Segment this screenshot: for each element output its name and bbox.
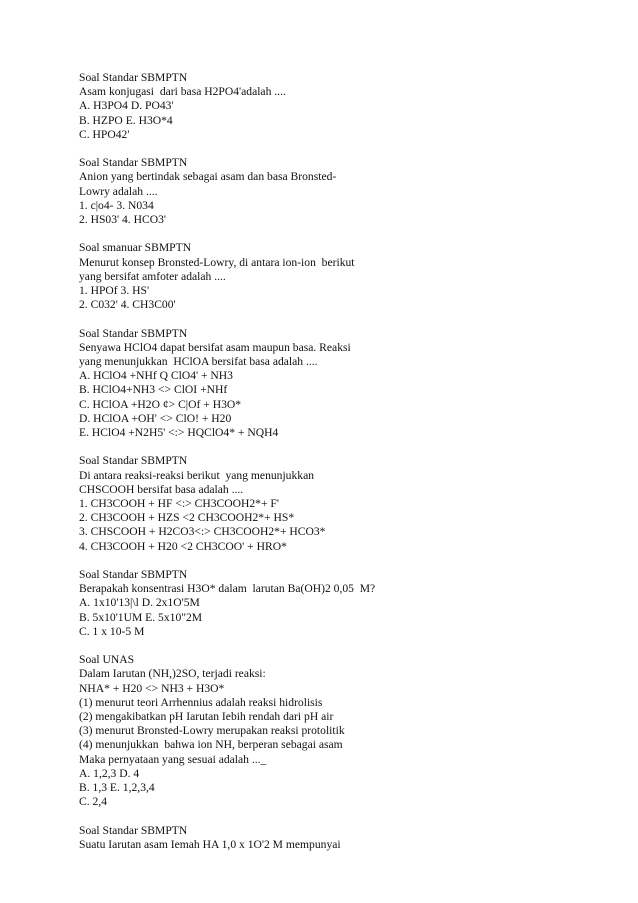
statement-item: (1) menurut teori Arrhennius adalah reaksi hidrolisis — [79, 695, 323, 709]
answer-option: C. 1 x 10-5 M — [79, 624, 145, 638]
question-block — [79, 327, 599, 441]
question-block — [79, 824, 599, 852]
answer-option: C. HPO42' — [79, 127, 130, 141]
question-text: Senyawa HClO4 dapat bersifat asam maupun basa. Reaksi — [79, 340, 351, 354]
answer-option: 2. HS03' 4. HCO3' — [79, 213, 166, 227]
question-block — [79, 568, 599, 639]
answer-option: E. HClO4 +N2H5' <:> HQClO4* + NQH4 — [79, 426, 279, 440]
question-text: Berapakah konsentrasi H3O* dalam larutan Ba(OH)2 0,05 M? — [79, 582, 376, 596]
question-text: Di antara reaksi-reaksi berikut yang menunjukkan — [79, 468, 315, 482]
question-block — [79, 156, 599, 227]
question-text: NHA* + H20 <> NH3 + H3O* — [79, 681, 225, 695]
answer-option: B. 1,3 E. 1,2,3,4 — [79, 781, 155, 795]
answer-option: 1. CH3COOH + HF <:> CH3COOH2*+ F' — [79, 497, 279, 511]
question-text: Maka pernyataan yang sesuai adalah ..._ — [79, 752, 267, 766]
question-heading: Soal smanuar SBMPTN — [79, 241, 192, 255]
question-heading: Soal UNAS — [79, 653, 135, 667]
question-heading: Soal Standar SBMPTN — [79, 156, 188, 170]
answer-option: B. 5x10'1UM E. 5x10"2M — [79, 610, 203, 624]
question-text: Lowry adalah .... — [79, 184, 158, 198]
question-text: yang bersifat amfoter adalah .... — [79, 269, 226, 283]
answer-option: A. HClO4 +NHf Q ClO4' + NH3 — [79, 369, 233, 383]
question-heading: Soal Standar SBMPTN — [79, 568, 188, 582]
question-block — [79, 653, 599, 809]
statement-item: (4) menunjukkan bahwa ion NH, berperan sebagai asam — [79, 738, 343, 752]
question-heading: Soal Standar SBMPTN — [79, 326, 188, 340]
answer-option: 1. c|o4- 3. N034 — [79, 198, 154, 212]
answer-option: A. 1,2,3 D. 4 — [79, 766, 140, 780]
answer-option: A. H3PO4 D. PO43' — [79, 99, 174, 113]
answer-option: 3. CHSCOOH + H2CO3<:> CH3COOH2*+ HCO3* — [79, 525, 326, 539]
answer-option: A. 1x10'13|\l D. 2x1O'5M — [79, 596, 200, 610]
answer-option: C. HClOA +H2O ¢> C|Of + H3O* — [79, 397, 242, 411]
question-heading: Soal Standar SBMPTN — [79, 454, 188, 468]
question-text: CHSCOOH bersifat basa adalah .... — [79, 482, 244, 496]
question-text: yang menunjukkan HClOA bersifat basa adalah .... — [79, 355, 318, 369]
question-block — [79, 241, 599, 312]
answer-option: 4. CH3COOH + H20 <2 CH3COO' + HRO* — [79, 539, 287, 553]
question-block — [79, 454, 599, 553]
question-text: Menurut konsep Bronsted-Lowry, di antara ion-ion berikut — [79, 255, 355, 269]
answer-option: B. HZPO E. H3O*4 — [79, 113, 173, 127]
question-text: Dalam Iarutan (NH,)2SO, terjadi reaksi: — [79, 667, 266, 681]
document-page — [79, 71, 599, 866]
answer-option: C. 2,4 — [79, 795, 108, 809]
statement-item: (2) mengakibatkan pH Iarutan Iebih rendah dari pH air — [79, 710, 334, 724]
question-heading: Soal Standar SBMPTN — [79, 71, 188, 84]
answer-option: 2. C032' 4. CH3C00' — [79, 298, 176, 312]
question-text: Asam konjugasi dari basa H2PO4'adalah .... — [79, 85, 286, 99]
answer-option: 2. CH3COOH + HZS <2 CH3COOH2*+ HS* — [79, 511, 295, 525]
answer-option: B. HClO4+NH3 <> ClOI +NHf — [79, 383, 228, 397]
question-text: Suatu Iarutan asam Iemah HA 1,0 x 1O'2 M mempunyai — [79, 837, 341, 851]
question-block — [79, 71, 599, 142]
answer-option: 1. HPOf 3. HS' — [79, 284, 150, 298]
answer-option: D. HClOA +OH' <> ClO! + H20 — [79, 411, 232, 425]
question-text: Anion yang bertindak sebagai asam dan basa Bronsted- — [79, 170, 337, 184]
statement-item: (3) menurut Bronsted-Lowry merupakan reaksi protolitik — [79, 724, 345, 738]
question-heading: Soal Standar SBMPTN — [79, 823, 188, 837]
